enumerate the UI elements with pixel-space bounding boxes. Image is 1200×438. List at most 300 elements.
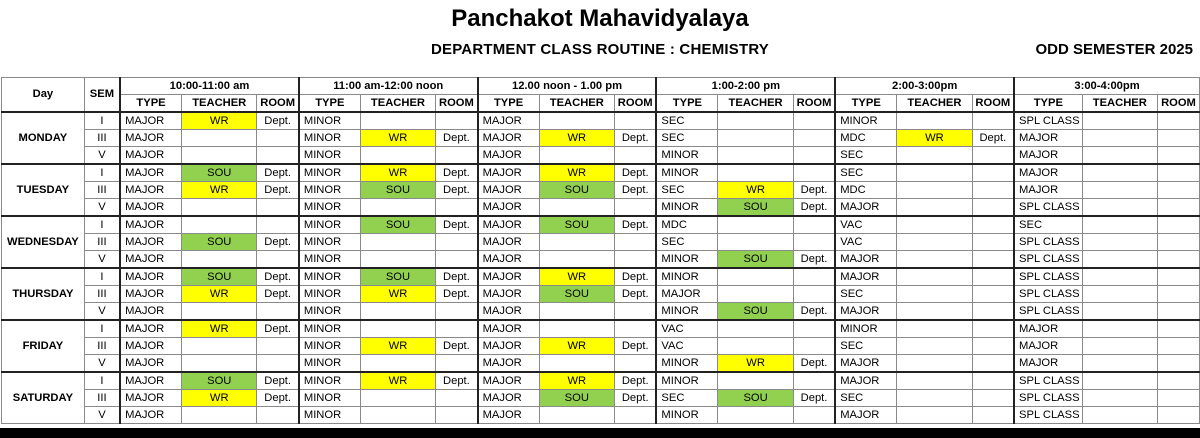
teacher-cell [897, 355, 972, 373]
room-header: ROOM [972, 95, 1014, 113]
table-row [2, 112, 1200, 130]
teacher-cell [539, 320, 614, 338]
room-header: ROOM [793, 95, 835, 113]
room-cell [972, 182, 1014, 199]
sem-cell: V [84, 303, 120, 321]
room-cell: Dept. [257, 164, 299, 182]
room-cell [1157, 407, 1199, 424]
semester-label: ODD SEMESTER 2025 [1035, 41, 1193, 58]
teacher-cell: SOU [182, 372, 257, 390]
table-row [2, 199, 1200, 217]
day-name: SATURDAY [2, 372, 85, 424]
room-cell [1157, 268, 1199, 286]
teacher-header: TEACHER [539, 95, 614, 113]
type-cell: MAJOR [478, 372, 539, 390]
teacher-cell [897, 234, 972, 251]
type-cell: MAJOR [120, 234, 181, 251]
teacher-cell [1082, 130, 1157, 147]
type-cell: MAJOR [478, 355, 539, 373]
teacher-cell [539, 407, 614, 424]
type-cell: MAJOR [1014, 147, 1082, 165]
sem-header: SEM [84, 78, 120, 113]
type-header: TYPE [120, 95, 181, 113]
room-cell: Dept. [436, 372, 478, 390]
teacher-cell [182, 407, 257, 424]
room-cell [1157, 147, 1199, 165]
teacher-cell: WR [182, 112, 257, 130]
room-cell: Dept. [793, 303, 835, 321]
table-row [2, 147, 1200, 165]
teacher-cell [897, 164, 972, 182]
room-cell [972, 372, 1014, 390]
teacher-cell [897, 372, 972, 390]
day-name: FRIDAY [2, 320, 85, 372]
room-cell [436, 390, 478, 407]
teacher-cell: WR [182, 320, 257, 338]
teacher-cell [1082, 355, 1157, 373]
teacher-cell: WR [539, 338, 614, 355]
teacher-cell [360, 147, 435, 165]
type-cell: MINOR [656, 147, 717, 165]
type-cell: MINOR [835, 112, 896, 130]
type-cell: MINOR [299, 303, 360, 321]
teacher-cell [539, 303, 614, 321]
room-cell [1157, 338, 1199, 355]
type-cell: SPL CLASS [1014, 390, 1082, 407]
type-cell: MAJOR [120, 303, 181, 321]
type-cell: MAJOR [120, 338, 181, 355]
teacher-cell: WR [360, 372, 435, 390]
room-cell [257, 338, 299, 355]
room-cell [972, 338, 1014, 355]
room-cell [1157, 199, 1199, 217]
type-cell: MAJOR [1014, 338, 1082, 355]
room-cell [1157, 216, 1199, 234]
table-row [2, 130, 1200, 147]
teacher-cell: WR [182, 182, 257, 199]
room-cell [1157, 303, 1199, 321]
room-cell: Dept. [614, 372, 656, 390]
teacher-cell [539, 355, 614, 373]
teacher-cell: WR [897, 130, 972, 147]
teacher-cell: SOU [718, 199, 793, 217]
type-cell: MINOR [299, 164, 360, 182]
teacher-cell [1082, 182, 1157, 199]
teacher-cell: WR [718, 355, 793, 373]
type-cell: MAJOR [478, 251, 539, 269]
type-cell: MINOR [656, 303, 717, 321]
type-cell: MINOR [656, 268, 717, 286]
room-cell [972, 268, 1014, 286]
type-cell: VAC [835, 234, 896, 251]
slot-header: 11:00 am-12:00 noon [299, 78, 478, 95]
table-row [2, 407, 1200, 424]
type-cell: SEC [835, 338, 896, 355]
slot-header: 3:00-4:00pm [1014, 78, 1199, 95]
room-cell [972, 286, 1014, 303]
teacher-header: TEACHER [1082, 95, 1157, 113]
type-cell: VAC [656, 338, 717, 355]
teacher-cell: SOU [539, 182, 614, 199]
type-cell: MAJOR [478, 199, 539, 217]
room-cell [257, 147, 299, 165]
room-cell [614, 199, 656, 217]
type-cell: MAJOR [120, 251, 181, 269]
teacher-cell: SOU [360, 216, 435, 234]
room-cell [793, 130, 835, 147]
teacher-cell [718, 338, 793, 355]
teacher-cell: WR [360, 130, 435, 147]
room-cell: Dept. [436, 130, 478, 147]
teacher-cell [1082, 303, 1157, 321]
type-cell: VAC [656, 320, 717, 338]
type-cell: SPL CLASS [1014, 112, 1082, 130]
room-cell: Dept. [972, 130, 1014, 147]
type-cell: MAJOR [120, 407, 181, 424]
teacher-cell [182, 251, 257, 269]
type-cell: MAJOR [835, 268, 896, 286]
room-cell [793, 147, 835, 165]
teacher-cell [539, 251, 614, 269]
type-cell: MINOR [299, 234, 360, 251]
slot-header: 12.00 noon - 1.00 pm [478, 78, 657, 95]
room-cell: Dept. [257, 372, 299, 390]
type-cell: MAJOR [120, 286, 181, 303]
room-cell [614, 112, 656, 130]
type-header: TYPE [478, 95, 539, 113]
teacher-cell [897, 182, 972, 199]
room-cell: Dept. [436, 286, 478, 303]
table-row [2, 234, 1200, 251]
type-cell: MDC [835, 130, 896, 147]
type-cell: MAJOR [478, 216, 539, 234]
type-cell: MAJOR [478, 147, 539, 165]
room-cell [972, 234, 1014, 251]
teacher-cell [182, 355, 257, 373]
room-cell [436, 407, 478, 424]
type-header: TYPE [835, 95, 896, 113]
type-cell: MAJOR [120, 130, 181, 147]
teacher-cell [897, 199, 972, 217]
teacher-cell [718, 112, 793, 130]
teacher-cell [360, 234, 435, 251]
day-name: THURSDAY [2, 268, 85, 320]
teacher-cell [1082, 112, 1157, 130]
sem-cell: V [84, 251, 120, 269]
type-cell: MAJOR [1014, 320, 1082, 338]
room-cell [436, 147, 478, 165]
teacher-cell [1082, 164, 1157, 182]
teacher-cell [718, 147, 793, 165]
routine-body [2, 112, 1200, 424]
teacher-cell [718, 372, 793, 390]
room-cell: Dept. [793, 199, 835, 217]
day-name: MONDAY [2, 112, 85, 164]
teacher-cell [360, 390, 435, 407]
room-cell: Dept. [614, 338, 656, 355]
type-cell: MINOR [835, 320, 896, 338]
teacher-cell: SOU [360, 182, 435, 199]
table-row [2, 182, 1200, 199]
type-cell: MAJOR [478, 130, 539, 147]
type-cell: MAJOR [478, 338, 539, 355]
type-cell: MAJOR [835, 407, 896, 424]
teacher-cell: WR [360, 338, 435, 355]
type-header: TYPE [656, 95, 717, 113]
teacher-cell [718, 234, 793, 251]
room-cell: Dept. [257, 320, 299, 338]
teacher-cell [1082, 199, 1157, 217]
teacher-cell [718, 164, 793, 182]
teacher-cell [182, 338, 257, 355]
room-cell [436, 112, 478, 130]
teacher-cell [539, 147, 614, 165]
room-cell: Dept. [614, 216, 656, 234]
room-cell [436, 251, 478, 269]
room-cell [793, 268, 835, 286]
type-cell: MAJOR [1014, 182, 1082, 199]
room-header: ROOM [614, 95, 656, 113]
room-cell [1157, 112, 1199, 130]
type-cell: MAJOR [1014, 130, 1082, 147]
type-cell: SEC [835, 286, 896, 303]
sem-cell: I [84, 372, 120, 390]
teacher-cell [360, 251, 435, 269]
room-cell [793, 112, 835, 130]
type-cell: MINOR [656, 407, 717, 424]
room-cell [972, 147, 1014, 165]
type-cell: MAJOR [835, 199, 896, 217]
type-cell: MAJOR [478, 234, 539, 251]
type-cell: MAJOR [120, 164, 181, 182]
teacher-cell [718, 268, 793, 286]
room-cell: Dept. [614, 390, 656, 407]
room-cell: Dept. [436, 164, 478, 182]
class-routine-table [1, 77, 1200, 424]
type-cell: MINOR [656, 251, 717, 269]
room-cell [614, 320, 656, 338]
room-cell [793, 338, 835, 355]
room-cell [1157, 320, 1199, 338]
room-cell [1157, 286, 1199, 303]
teacher-cell: SOU [718, 251, 793, 269]
room-cell [1157, 182, 1199, 199]
table-row [2, 338, 1200, 355]
teacher-cell: SOU [539, 216, 614, 234]
sem-cell: I [84, 112, 120, 130]
room-cell [793, 320, 835, 338]
type-cell: MAJOR [478, 268, 539, 286]
room-cell: Dept. [614, 130, 656, 147]
sem-cell: III [84, 286, 120, 303]
teacher-cell [539, 199, 614, 217]
teacher-cell: SOU [182, 164, 257, 182]
teacher-cell [1082, 147, 1157, 165]
type-cell: MAJOR [120, 355, 181, 373]
room-cell [1157, 390, 1199, 407]
room-cell [436, 199, 478, 217]
type-cell: SPL CLASS [1014, 268, 1082, 286]
teacher-cell [718, 320, 793, 338]
room-cell: Dept. [614, 268, 656, 286]
room-cell [436, 320, 478, 338]
room-cell [972, 320, 1014, 338]
type-cell: MINOR [299, 112, 360, 130]
teacher-cell [1082, 390, 1157, 407]
teacher-cell: WR [539, 164, 614, 182]
room-cell [1157, 355, 1199, 373]
room-cell [793, 216, 835, 234]
teacher-cell [897, 216, 972, 234]
teacher-cell [360, 199, 435, 217]
type-cell: MAJOR [120, 199, 181, 217]
table-row [2, 390, 1200, 407]
room-cell [1157, 164, 1199, 182]
room-cell [436, 355, 478, 373]
room-cell: Dept. [793, 182, 835, 199]
type-cell: MINOR [656, 355, 717, 373]
room-cell [614, 234, 656, 251]
sem-cell: III [84, 338, 120, 355]
sem-cell: V [84, 355, 120, 373]
teacher-cell [182, 147, 257, 165]
sem-cell: V [84, 407, 120, 424]
room-cell [257, 303, 299, 321]
room-cell: Dept. [436, 268, 478, 286]
teacher-cell [1082, 234, 1157, 251]
type-cell: MINOR [299, 390, 360, 407]
room-cell: Dept. [614, 182, 656, 199]
type-cell: MINOR [299, 407, 360, 424]
teacher-cell: WR [539, 130, 614, 147]
teacher-cell [897, 112, 972, 130]
type-cell: SEC [656, 182, 717, 199]
room-cell [972, 303, 1014, 321]
teacher-cell [182, 199, 257, 217]
teacher-cell: SOU [182, 268, 257, 286]
teacher-cell: WR [360, 286, 435, 303]
college-title: Panchakot Mahavidyalaya [451, 5, 749, 32]
type-cell: MAJOR [478, 112, 539, 130]
type-cell: SEC [656, 130, 717, 147]
type-cell: SPL CLASS [1014, 199, 1082, 217]
type-cell: MINOR [299, 182, 360, 199]
type-cell: MAJOR [835, 372, 896, 390]
teacher-cell [897, 147, 972, 165]
table-row [2, 286, 1200, 303]
room-cell [793, 407, 835, 424]
type-cell: VAC [835, 216, 896, 234]
bottom-edge-bar [0, 428, 1200, 438]
room-cell: Dept. [257, 112, 299, 130]
teacher-cell [539, 234, 614, 251]
type-cell: SPL CLASS [1014, 303, 1082, 321]
room-cell: Dept. [793, 251, 835, 269]
teacher-cell: SOU [182, 234, 257, 251]
type-cell: MINOR [299, 130, 360, 147]
sem-cell: III [84, 390, 120, 407]
type-cell: SPL CLASS [1014, 234, 1082, 251]
routine-title: DEPARTMENT CLASS ROUTINE : CHEMISTRY [430, 41, 770, 58]
room-cell: Dept. [793, 390, 835, 407]
teacher-cell: WR [539, 268, 614, 286]
teacher-cell: SOU [539, 286, 614, 303]
teacher-cell [897, 407, 972, 424]
type-cell: MAJOR [1014, 164, 1082, 182]
teacher-header: TEACHER [360, 95, 435, 113]
type-cell: MAJOR [478, 407, 539, 424]
teacher-cell [897, 251, 972, 269]
teacher-cell [718, 407, 793, 424]
table-row [2, 164, 1200, 182]
teacher-cell: WR [182, 286, 257, 303]
sem-cell: III [84, 234, 120, 251]
type-cell: MAJOR [835, 303, 896, 321]
type-cell: MAJOR [120, 182, 181, 199]
teacher-cell [1082, 372, 1157, 390]
room-header: ROOM [1157, 95, 1199, 113]
room-header: ROOM [436, 95, 478, 113]
teacher-cell: WR [360, 164, 435, 182]
type-cell: MAJOR [120, 112, 181, 130]
teacher-header: TEACHER [182, 95, 257, 113]
room-cell [257, 355, 299, 373]
day-name: TUESDAY [2, 164, 85, 216]
type-cell: SPL CLASS [1014, 407, 1082, 424]
teacher-cell [897, 268, 972, 286]
table-row [2, 216, 1200, 234]
table-row [2, 320, 1200, 338]
type-cell: MAJOR [478, 320, 539, 338]
type-cell: MAJOR [120, 147, 181, 165]
type-cell: MAJOR [478, 303, 539, 321]
type-cell: SPL CLASS [1014, 251, 1082, 269]
type-cell: MINOR [299, 216, 360, 234]
teacher-cell [1082, 320, 1157, 338]
type-cell: MINOR [299, 286, 360, 303]
type-cell: MINOR [299, 199, 360, 217]
teacher-cell [182, 303, 257, 321]
room-cell [793, 286, 835, 303]
room-cell: Dept. [436, 216, 478, 234]
room-cell: Dept. [257, 286, 299, 303]
sem-cell: V [84, 147, 120, 165]
teacher-cell: SOU [718, 303, 793, 321]
type-cell: MINOR [656, 199, 717, 217]
sem-cell: I [84, 268, 120, 286]
type-cell: MINOR [299, 320, 360, 338]
room-cell [1157, 372, 1199, 390]
room-cell: Dept. [436, 182, 478, 199]
type-cell: SPL CLASS [1014, 286, 1082, 303]
type-cell: MAJOR [656, 286, 717, 303]
table-row [2, 303, 1200, 321]
type-cell: SEC [656, 112, 717, 130]
type-cell: MAJOR [478, 164, 539, 182]
day-name: WEDNESDAY [2, 216, 85, 268]
room-cell [972, 251, 1014, 269]
room-cell [614, 355, 656, 373]
type-cell: MAJOR [120, 216, 181, 234]
type-header: TYPE [299, 95, 360, 113]
type-cell: MDC [656, 216, 717, 234]
type-cell: MINOR [299, 147, 360, 165]
type-cell: SEC [835, 390, 896, 407]
teacher-cell [182, 216, 257, 234]
type-cell: MAJOR [120, 268, 181, 286]
teacher-cell [360, 320, 435, 338]
room-cell [436, 303, 478, 321]
